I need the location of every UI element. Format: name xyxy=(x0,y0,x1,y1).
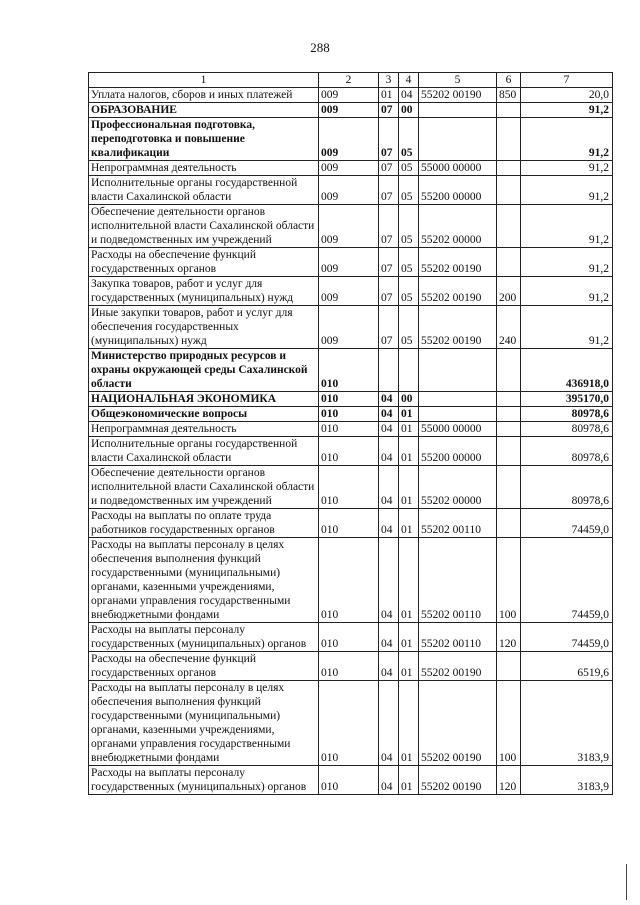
section-cell: 04 xyxy=(379,466,399,509)
budget-table xyxy=(88,72,613,795)
code-cell: 010 xyxy=(319,392,379,407)
target-article-cell: 55000 00000 xyxy=(419,422,497,437)
section-cell: 01 xyxy=(379,88,399,103)
table-row xyxy=(89,466,613,509)
code-cell: 010 xyxy=(319,437,379,466)
code-cell: 010 xyxy=(319,349,379,392)
target-article-cell: 55202 00190 xyxy=(419,88,497,103)
subsection-cell: 05 xyxy=(399,161,419,176)
code-cell: 010 xyxy=(319,652,379,681)
amount-cell: 436918,0 xyxy=(521,349,613,392)
subsection-cell: 00 xyxy=(399,103,419,118)
row-name-cell: Расходы на выплаты по оплате труда работников государственных органов xyxy=(89,509,319,538)
expense-type-cell xyxy=(497,509,521,538)
subsection-cell: 05 xyxy=(399,277,419,306)
code-cell: 009 xyxy=(319,161,379,176)
subsection-cell: 01 xyxy=(399,538,419,623)
subsection-cell: 01 xyxy=(399,466,419,509)
code-cell: 010 xyxy=(319,681,379,766)
subsection-cell: 01 xyxy=(399,407,419,422)
expense-type-cell: 120 xyxy=(497,766,521,795)
subsection-cell: 01 xyxy=(399,509,419,538)
target-article-cell: 55202 00000 xyxy=(419,466,497,509)
amount-cell: 91,2 xyxy=(521,176,613,205)
table-row xyxy=(89,437,613,466)
amount-cell: 80978,6 xyxy=(521,407,613,422)
subsection-cell: 05 xyxy=(399,306,419,349)
code-cell: 009 xyxy=(319,176,379,205)
section-cell: 07 xyxy=(379,277,399,306)
code-cell: 010 xyxy=(319,766,379,795)
amount-cell: 3183,9 xyxy=(521,766,613,795)
target-article-cell: 55202 00110 xyxy=(419,538,497,623)
expense-type-cell xyxy=(497,176,521,205)
target-article-cell xyxy=(419,349,497,392)
amount-cell: 74459,0 xyxy=(521,538,613,623)
row-name-cell: Исполнительные органы государственной власти Сахалинской области xyxy=(89,437,319,466)
row-name-cell: Иные закупки товаров, работ и услуг для обеспечения государственных (муниципальных) нужд xyxy=(89,306,319,349)
target-article-cell: 55202 00000 xyxy=(419,205,497,248)
expense-type-cell xyxy=(497,349,521,392)
target-article-cell: 55202 00190 xyxy=(419,681,497,766)
amount-cell: 91,2 xyxy=(521,103,613,118)
expense-type-cell xyxy=(497,392,521,407)
page-number: 288 xyxy=(310,40,330,55)
subsection-cell: 00 xyxy=(399,392,419,407)
code-cell: 009 xyxy=(319,248,379,277)
subsection-cell: 01 xyxy=(399,766,419,795)
amount-cell: 74459,0 xyxy=(521,509,613,538)
row-name-cell: Уплата налогов, сборов и иных платежей xyxy=(89,88,319,103)
code-cell: 009 xyxy=(319,306,379,349)
subsection-cell: 05 xyxy=(399,118,419,161)
expense-type-cell xyxy=(497,652,521,681)
table-row xyxy=(89,422,613,437)
subsection-cell: 01 xyxy=(399,681,419,766)
expense-type-cell xyxy=(497,422,521,437)
subsection-cell: 01 xyxy=(399,623,419,652)
amount-cell: 91,2 xyxy=(521,248,613,277)
expense-type-cell: 100 xyxy=(497,538,521,623)
code-cell: 010 xyxy=(319,422,379,437)
section-cell: 04 xyxy=(379,437,399,466)
row-name-cell: Обеспечение деятельности органов исполнительной власти Сахалинской области и подведомственных им учреждений xyxy=(89,466,319,509)
expense-type-cell: 120 xyxy=(497,623,521,652)
section-cell: 07 xyxy=(379,306,399,349)
code-cell: 010 xyxy=(319,466,379,509)
subsection-cell: 05 xyxy=(399,176,419,205)
row-name-cell: Расходы на выплаты персоналу государственных (муниципальных) органов xyxy=(89,766,319,795)
table-row xyxy=(89,176,613,205)
target-article-cell xyxy=(419,392,497,407)
table-row xyxy=(89,407,613,422)
target-article-cell xyxy=(419,407,497,422)
column-header: 3 xyxy=(379,73,399,88)
expense-type-cell xyxy=(497,248,521,277)
expense-type-cell xyxy=(497,466,521,509)
amount-cell: 3183,9 xyxy=(521,681,613,766)
target-article-cell: 55202 00190 xyxy=(419,652,497,681)
row-name-cell: Расходы на обеспечение функций государственных органов xyxy=(89,652,319,681)
code-cell: 009 xyxy=(319,118,379,161)
row-name-cell: Общеэкономические вопросы xyxy=(89,407,319,422)
code-cell: 009 xyxy=(319,88,379,103)
table-row xyxy=(89,652,613,681)
subsection-cell: 04 xyxy=(399,88,419,103)
page-edge-mark xyxy=(626,864,627,900)
expense-type-cell: 100 xyxy=(497,681,521,766)
row-name-cell: Закупка товаров, работ и услуг для государственных (муниципальных) нужд xyxy=(89,277,319,306)
expense-type-cell xyxy=(497,161,521,176)
row-name-cell: Расходы на обеспечение функций государственных органов xyxy=(89,248,319,277)
subsection-cell: 05 xyxy=(399,248,419,277)
target-article-cell: 55202 00110 xyxy=(419,623,497,652)
amount-cell: 395170,0 xyxy=(521,392,613,407)
subsection-cell: 01 xyxy=(399,437,419,466)
section-cell: 04 xyxy=(379,681,399,766)
expense-type-cell xyxy=(497,205,521,248)
row-name-cell: НАЦИОНАЛЬНАЯ ЭКОНОМИКА xyxy=(89,392,319,407)
table-row xyxy=(89,681,613,766)
target-article-cell xyxy=(419,103,497,118)
column-header: 7 xyxy=(521,73,613,88)
code-cell: 010 xyxy=(319,509,379,538)
code-cell: 009 xyxy=(319,277,379,306)
table-row xyxy=(89,88,613,103)
expense-type-cell xyxy=(497,437,521,466)
table-row xyxy=(89,306,613,349)
section-cell: 07 xyxy=(379,248,399,277)
table-row xyxy=(89,118,613,161)
column-header: 4 xyxy=(399,73,419,88)
amount-cell: 91,2 xyxy=(521,161,613,176)
target-article-cell: 55202 00190 xyxy=(419,248,497,277)
subsection-cell: 05 xyxy=(399,205,419,248)
table-row xyxy=(89,103,613,118)
code-cell: 009 xyxy=(319,205,379,248)
table-row xyxy=(89,161,613,176)
target-article-cell: 55202 00110 xyxy=(419,509,497,538)
section-cell: 04 xyxy=(379,766,399,795)
column-header-row xyxy=(89,73,613,88)
column-header: 6 xyxy=(497,73,521,88)
expense-type-cell xyxy=(497,118,521,161)
amount-cell: 80978,6 xyxy=(521,466,613,509)
target-article-cell: 55202 00190 xyxy=(419,766,497,795)
row-name-cell: Непрограммная деятельность xyxy=(89,161,319,176)
code-cell: 010 xyxy=(319,538,379,623)
row-name-cell: Непрограммная деятельность xyxy=(89,422,319,437)
section-cell: 07 xyxy=(379,103,399,118)
amount-cell: 91,2 xyxy=(521,118,613,161)
row-name-cell: Министерство природных ресурсов и охраны окружающей среды Сахалинской области xyxy=(89,349,319,392)
row-name-cell: ОБРАЗОВАНИЕ xyxy=(89,103,319,118)
amount-cell: 6519,6 xyxy=(521,652,613,681)
column-header: 1 xyxy=(89,73,319,88)
expense-type-cell: 200 xyxy=(497,277,521,306)
section-cell: 07 xyxy=(379,205,399,248)
subsection-cell: 01 xyxy=(399,652,419,681)
amount-cell: 91,2 xyxy=(521,277,613,306)
table-row xyxy=(89,277,613,306)
amount-cell: 20,0 xyxy=(521,88,613,103)
target-article-cell xyxy=(419,118,497,161)
section-cell: 04 xyxy=(379,623,399,652)
expense-type-cell: 240 xyxy=(497,306,521,349)
section-cell: 04 xyxy=(379,538,399,623)
section-cell: 04 xyxy=(379,407,399,422)
code-cell: 010 xyxy=(319,623,379,652)
row-name-cell: Исполнительные органы государственной власти Сахалинской области xyxy=(89,176,319,205)
expense-type-cell xyxy=(497,103,521,118)
table-row xyxy=(89,623,613,652)
target-article-cell: 55000 00000 xyxy=(419,161,497,176)
table-row xyxy=(89,392,613,407)
section-cell: 04 xyxy=(379,652,399,681)
row-name-cell: Расходы на выплаты персоналу государственных (муниципальных) органов xyxy=(89,623,319,652)
table-row xyxy=(89,248,613,277)
amount-cell: 74459,0 xyxy=(521,623,613,652)
target-article-cell: 55202 00190 xyxy=(419,306,497,349)
table-row xyxy=(89,205,613,248)
section-cell xyxy=(379,349,399,392)
section-cell: 04 xyxy=(379,509,399,538)
amount-cell: 80978,6 xyxy=(521,437,613,466)
target-article-cell: 55200 00000 xyxy=(419,176,497,205)
table-row xyxy=(89,766,613,795)
row-name-cell: Профессиональная подготовка, переподготовка и повышение квалификации xyxy=(89,118,319,161)
target-article-cell: 55202 00190 xyxy=(419,277,497,306)
code-cell: 010 xyxy=(319,407,379,422)
row-name-cell: Расходы на выплаты персоналу в целях обеспечения выполнения функций государственными (муниципальными) органами, казенными учреждениями, органами управления государственными внебюджетными фондами xyxy=(89,681,319,766)
expense-type-cell: 850 xyxy=(497,88,521,103)
column-header: 2 xyxy=(319,73,379,88)
amount-cell: 91,2 xyxy=(521,205,613,248)
expense-type-cell xyxy=(497,407,521,422)
section-cell: 07 xyxy=(379,118,399,161)
amount-cell: 80978,6 xyxy=(521,422,613,437)
table-row xyxy=(89,509,613,538)
row-name-cell: Обеспечение деятельности органов исполнительной власти Сахалинской области и подведомственных им учреждений xyxy=(89,205,319,248)
section-cell: 07 xyxy=(379,176,399,205)
section-cell: 04 xyxy=(379,422,399,437)
code-cell: 009 xyxy=(319,103,379,118)
row-name-cell: Расходы на выплаты персоналу в целях обеспечения выполнения функций государственными (муниципальными) органами, казенными учреждениями, органами управления государственными внебюджетными фондами xyxy=(89,538,319,623)
subsection-cell xyxy=(399,349,419,392)
table-row xyxy=(89,349,613,392)
section-cell: 07 xyxy=(379,161,399,176)
subsection-cell: 01 xyxy=(399,422,419,437)
target-article-cell: 55200 00000 xyxy=(419,437,497,466)
table-row xyxy=(89,538,613,623)
section-cell: 04 xyxy=(379,392,399,407)
column-header: 5 xyxy=(419,73,497,88)
amount-cell: 91,2 xyxy=(521,306,613,349)
